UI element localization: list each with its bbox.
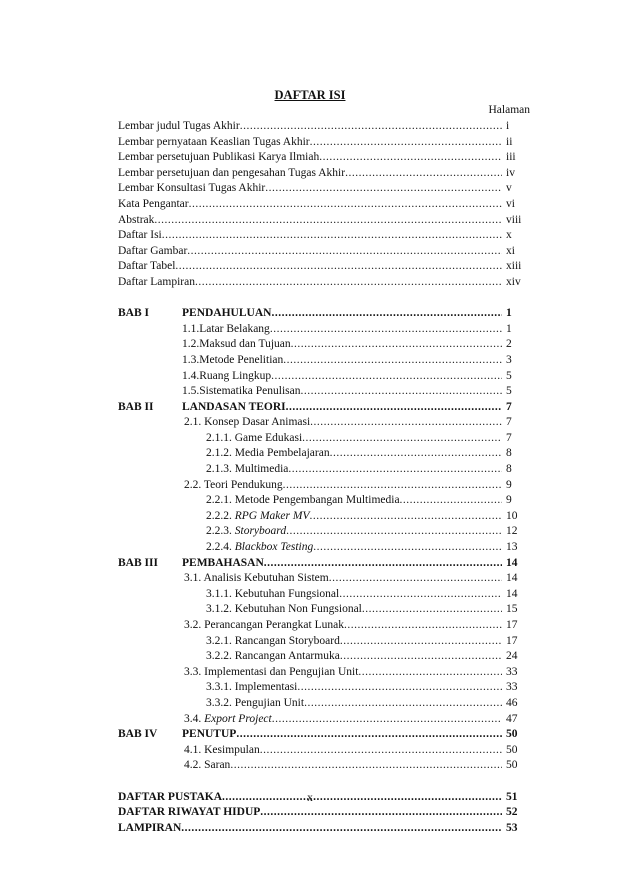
leader-dots [181, 821, 502, 837]
leader-dots [271, 306, 502, 322]
entry-page: 3 [506, 353, 512, 366]
subsection-entry[interactable] [118, 524, 530, 540]
entry-label [184, 712, 272, 728]
entry-label: DAFTAR PUSTAKA [118, 790, 223, 803]
subsection-entry[interactable] [118, 540, 530, 556]
entry-page: 7 [506, 431, 512, 444]
subsection-entry[interactable] [118, 446, 530, 462]
entry-label: 1.4.Ruang Lingkup [182, 369, 272, 382]
entry-label: Daftar Gambar [118, 244, 188, 257]
entry-page: iii [506, 151, 516, 164]
entry-label: 1.5.Sistematika Penulisan [182, 385, 301, 398]
chapter-title: PENUTUP [182, 728, 237, 741]
leader-dots [339, 587, 502, 603]
leader-dots [309, 509, 502, 525]
entry-page: 14 [506, 572, 518, 585]
entry-label: 3.2.1. Rancangan Storyboard [206, 634, 340, 647]
entry-label [206, 509, 309, 525]
back-matter-entry[interactable] [118, 805, 530, 821]
toc-entry[interactable] [118, 213, 530, 229]
back-matter-entry[interactable] [118, 821, 530, 837]
entry-label: Abstrak [118, 213, 155, 226]
entry-page: 14 [506, 556, 518, 569]
leader-dots [340, 634, 502, 650]
subsection-entry[interactable] [118, 509, 530, 525]
entry-page: 24 [506, 650, 518, 663]
leader-dots [230, 758, 502, 774]
subsection-entry[interactable] [118, 587, 530, 603]
toc-entry[interactable] [118, 228, 530, 244]
entry-page: x [506, 229, 512, 242]
leader-dots [319, 150, 502, 166]
entry-page: 5 [506, 385, 512, 398]
entry-number: 2.2.2. [206, 509, 235, 522]
entry-label: 2.1.2. Media Pembelajaran [206, 447, 330, 460]
toc-entry[interactable] [118, 119, 530, 135]
leader-dots [162, 228, 502, 244]
leader-dots [302, 431, 502, 447]
leader-dots [330, 446, 502, 462]
leader-dots [264, 556, 502, 572]
chapter-heading[interactable] [118, 727, 530, 743]
entry-label: DAFTAR RIWAYAT HIDUP [118, 806, 261, 819]
entry-label [206, 540, 313, 556]
leader-dots [358, 665, 502, 681]
table-of-contents [118, 119, 530, 836]
toc-entry[interactable] [118, 135, 530, 151]
page-column-label: Halaman [488, 104, 530, 116]
entry-label: 1.3.Metode Penelitian [182, 353, 284, 366]
leader-dots [154, 213, 502, 229]
section-entry[interactable] [118, 337, 530, 353]
entry-label: 3.1.2. Kebutuhan Non Fungsional [206, 603, 362, 616]
entry-page: 50 [506, 728, 518, 741]
entry-label: Lembar persetujuan dan pengesahan Tugas Akhir [118, 166, 346, 179]
section-entry[interactable] [118, 743, 530, 759]
leader-dots [175, 259, 502, 275]
entry-page: 12 [506, 525, 518, 538]
leader-dots [283, 478, 502, 494]
section-entry[interactable] [118, 665, 530, 681]
subsection-entry[interactable] [118, 602, 530, 618]
entry-label: 3.3.1. Implementasi [206, 681, 298, 694]
leader-dots [400, 493, 502, 509]
leader-dots [288, 462, 502, 478]
entry-label: 2.2. Teori Pendukung [184, 478, 283, 491]
entry-page: 47 [506, 712, 518, 725]
toc-entry[interactable] [118, 197, 530, 213]
spacer [118, 774, 530, 790]
entry-title: Blackbox Testing [234, 541, 314, 554]
leader-dots [310, 415, 502, 431]
entry-number: 2.2.4. [206, 541, 235, 554]
subsection-entry[interactable] [118, 431, 530, 447]
leader-dots [265, 181, 502, 197]
entry-label: 3.2.2. Rancangan Antarmuka [206, 650, 340, 663]
entry-label: Kata Pengantar [118, 197, 189, 210]
chapter-heading[interactable] [118, 400, 530, 416]
entry-page: 7 [506, 400, 512, 413]
entry-page: 53 [506, 821, 518, 834]
entry-label: 2.1.1. Game Edukasi [206, 431, 303, 444]
entry-page: 2 [506, 338, 512, 351]
entry-page: 33 [506, 665, 518, 678]
entry-page: 50 [506, 743, 518, 756]
leader-dots [310, 135, 502, 151]
entry-page: xiv [506, 275, 521, 288]
chapter-number: BAB II [118, 400, 154, 413]
entry-label: 3.3. Implementasi dan Pengujian Unit [184, 665, 359, 678]
entry-page: 46 [506, 696, 518, 709]
entry-page: ii [506, 135, 513, 148]
entry-page: 1 [506, 307, 512, 320]
leader-dots [271, 369, 502, 385]
leader-dots [272, 712, 502, 728]
leader-dots [189, 197, 502, 213]
leader-dots [195, 275, 502, 291]
toc-entry[interactable] [118, 181, 530, 197]
subsection-entry[interactable] [118, 634, 530, 650]
entry-label [206, 524, 286, 540]
section-entry[interactable] [118, 353, 530, 369]
leader-dots [260, 805, 502, 821]
entry-title: RPG Maker MV [234, 509, 310, 522]
leader-dots [362, 602, 502, 618]
entry-page: 9 [506, 478, 512, 491]
chapter-title: LANDASAN TEORI [182, 400, 286, 413]
entry-label: LAMPIRAN [118, 821, 182, 834]
entry-page: 50 [506, 759, 518, 772]
entry-page: vi [506, 197, 515, 210]
entry-page: 17 [506, 634, 518, 647]
entry-label: 2.1.3. Multimedia [206, 463, 289, 476]
page-title: DAFTAR ISI [274, 88, 346, 102]
leader-dots [297, 680, 502, 696]
entry-label: Lembar persetujuan Publikasi Karya Ilmiah [118, 151, 320, 164]
chapter-number: BAB IV [118, 728, 158, 741]
entry-label: 2.1. Konsep Dasar Animasi [184, 416, 311, 429]
entry-label: 3.1. Analisis Kebutuhan Sistem [184, 572, 329, 585]
entry-label: Lembar judul Tugas Akhir [118, 120, 240, 132]
section-entry[interactable] [118, 384, 530, 400]
entry-number: 2.2.3. [206, 525, 235, 538]
entry-page: iv [506, 166, 515, 179]
section-entry[interactable] [118, 369, 530, 385]
leader-dots [283, 353, 502, 369]
leader-dots [329, 571, 502, 587]
entry-page: viii [506, 213, 522, 226]
entry-page: 10 [506, 509, 518, 522]
entry-page: 17 [506, 619, 518, 631]
section-entry[interactable] [118, 712, 530, 728]
section-entry[interactable] [118, 758, 530, 774]
leader-dots [260, 743, 502, 759]
entry-page: xiii [506, 260, 522, 273]
chapter-number: BAB III [118, 556, 158, 569]
entry-number: 3.4. [184, 712, 205, 725]
leader-dots [286, 524, 502, 540]
entry-label: Lembar Konsultasi Tugas Akhir [118, 182, 266, 195]
leader-dots [291, 337, 502, 353]
entry-label: Daftar Tabel [118, 260, 176, 273]
entry-page: 8 [506, 463, 512, 476]
leader-dots [345, 166, 502, 182]
entry-label: 1.2.Maksud dan Tujuan [182, 338, 291, 351]
section-entry[interactable] [118, 322, 530, 338]
subsection-entry[interactable] [118, 696, 530, 712]
leader-dots [270, 322, 502, 338]
toc-entry[interactable] [118, 259, 530, 275]
entry-page: 33 [506, 681, 518, 694]
leader-dots [340, 649, 502, 665]
toc-entry[interactable] [118, 166, 530, 182]
leader-dots [344, 618, 502, 634]
chapter-title: PENDAHULUAN [182, 307, 272, 320]
subsection-entry[interactable] [118, 649, 530, 665]
entry-page: 9 [506, 494, 512, 507]
entry-page: 15 [506, 603, 518, 616]
entry-label: Lembar pernyataan Keaslian Tugas Akhir [118, 135, 310, 148]
entry-label: 1.1.Latar Belakang [182, 322, 270, 335]
leader-dots [313, 540, 502, 556]
toc-entry[interactable] [118, 244, 530, 260]
toc-entry[interactable] [118, 150, 530, 166]
subsection-entry[interactable] [118, 680, 530, 696]
entry-label: 3.2. Perancangan Perangkat Lunak [184, 619, 344, 631]
spacer [118, 291, 530, 307]
entry-label: 3.3.2. Pengujian Unit [206, 696, 305, 709]
entry-page: v [506, 182, 512, 195]
section-entry[interactable] [118, 415, 530, 431]
leader-dots [240, 119, 502, 135]
entry-page: 8 [506, 447, 512, 460]
entry-label: Daftar Lampiran [118, 275, 195, 288]
leader-dots [286, 400, 502, 416]
chapter-heading[interactable] [118, 556, 530, 572]
section-entry[interactable] [118, 571, 530, 587]
entry-page: 51 [506, 790, 518, 803]
entry-page: 13 [506, 541, 518, 554]
entry-label: 4.1. Kesimpulan [184, 743, 260, 756]
leader-dots [304, 696, 502, 712]
entry-page: 7 [506, 416, 512, 429]
entry-title: Storyboard [234, 525, 287, 538]
subsection-entry[interactable] [118, 493, 530, 509]
entry-page: 14 [506, 587, 518, 600]
chapter-title: PEMBAHASAN [182, 556, 264, 569]
leader-dots [187, 244, 502, 260]
chapter-heading[interactable] [118, 306, 530, 322]
section-entry[interactable] [118, 618, 530, 634]
section-entry[interactable] [118, 478, 530, 494]
subsection-entry[interactable] [118, 462, 530, 478]
toc-entry[interactable] [118, 275, 530, 291]
entry-label: 3.1.1. Kebutuhan Fungsional [206, 587, 340, 600]
entry-page: xi [506, 244, 515, 257]
chapter-number: BAB I [118, 307, 149, 320]
entry-page: i [506, 120, 510, 132]
leader-dots [301, 384, 502, 400]
entry-page: 52 [506, 806, 518, 819]
entry-page: 1 [506, 322, 512, 335]
footer-page-number: x [307, 792, 313, 804]
entry-label: 4.2. Saran [184, 759, 231, 772]
entry-label: Daftar Isi [118, 229, 162, 242]
leader-dots [236, 727, 502, 743]
entry-page: 5 [506, 369, 512, 382]
entry-label: 2.2.1. Metode Pengembangan Multimedia [206, 494, 400, 507]
entry-title: Export Project [204, 712, 272, 725]
